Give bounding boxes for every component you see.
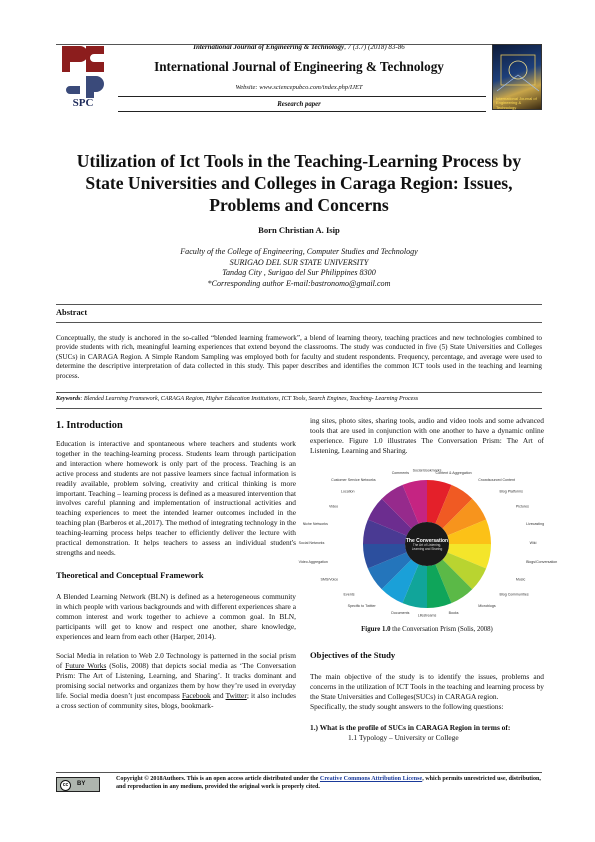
prism-category-label: Documents [391,611,410,615]
affiliation-line-2: SURIGAO DEL SUR STATE UNIVERSITY [229,257,369,267]
prism-category-label: Crowdsourced Content [478,478,516,483]
prism-category-label: Wiki [529,541,537,545]
framework-heading: Theoretical and Conceptual Framework [56,569,204,580]
objectives-heading: Objectives of the Study [310,650,396,660]
future-works-link[interactable]: Future Works [65,661,107,671]
affiliation-line-3: Tandag City , Surigao del Sur Philippines 8300 [222,268,376,278]
prism-category-label: Location [340,489,355,494]
prism-category-label: Video Aggregation [298,559,328,564]
abstract-rule-bottom [56,392,542,393]
spc-logo-icon [56,42,110,108]
author-name: Born Christian A. Isip [258,225,340,235]
header-divider-bottom [118,111,486,112]
citation-line: International Journal of Engineering & Technology, 7 (3.7) (2018) 83-86 [193,43,405,51]
prism-category-label: Music [515,577,526,582]
affiliation-line-1: Faculty of the College of Engineering, Computer Studies and Technology [180,247,418,256]
intro-paragraph-3: Social Media in relation to Web 2.0 Technology is patterned in the social prism of Future Works (Solis, 2008) that depicts social media as ‘The Conversation Prism: The Art of Listening, Learning, and Sharing’. It tracks dominant and promising social networks and organizes them by how they’re used in everyday life. Social media doesn’t just encompass Facebook and Twitter; it also includes a cross section of community sites, blogs, bookmark- [56,651,297,710]
journal-header [56,40,542,116]
conversation-prism-image [298,462,558,620]
prism-category-label: Events [343,592,355,597]
prism-category-label: Blog Communities [499,592,529,597]
introduction-heading: 1. Introduction [56,420,123,431]
affiliation-block [56,247,542,289]
objectives-paragraph: The main objective of the study is to identify the issues, problems and concerns in the utilization of ICT Tools in the teaching and learning process by the State Universities and Colleges(SUCs) in CARAGA region. [310,672,544,701]
footer-rule [56,772,542,773]
journal-website[interactable]: Website: www.sciencepubco.com/index.php/IJET [235,84,363,91]
question-1: 1.) What is the profile of SUCs in CARAGA Region in terms of: [310,722,511,732]
prism-category-label: Blog Platforms [499,489,523,494]
paper-title: Utilization of Ict Tools in the Teaching-Learning Process by State Universities and Colleges in Caraga Region: Issues, Problems and Concerns [76,151,522,215]
abstract-text: Conceptually, the study is anchored in the so-called “blended learning framework”, a blend of learning theory, teaching practices and new technologies combined to provide students with rich, meaningful learning experiences that extend beyond the classrooms. The study was conducted in five (5) State Universities and Colleges (SUCs) in CARAGA Region. A Simple Random Sampling was employed both for faculty and student respondents. Frequency, percentage, and average were used to determine the descriptive interpretation of data collected in this study. This paper describes and identifies the common ICT tools used in the teaching and learning process. [56,334,542,380]
affiliation-line-4: *Corresponding author E-mail:bastronomo@gmail.com [207,278,391,288]
header-divider [118,96,486,97]
right-paragraph-1: ing sites, photo sites, sharing tools, audio and video tools and some advanced tools that are used in conjunction with one another to have a dynamic online experience. Figure 1.0 illustrates The Conversation Prism: The Art of Listening, Learning and Sharing. [310,416,544,455]
cc-icon: cc [60,780,71,791]
prism-category-label: Microblogs [478,603,496,608]
header-rule [56,44,542,45]
prism-category-label: Books [448,611,459,615]
prism-category-label: Pictures [515,504,529,509]
keywords-line: Keywords: Blended Learning Framework, CARAGA Region, Higher Education Institutions, ICT Tools, Search Engines, Teaching- Learning Process [56,396,419,402]
twitter-link[interactable]: Twitter [225,691,247,701]
abstract-rule-mid [56,322,542,323]
paper-type-label: Research paper [277,101,321,108]
journal-title: International Journal of Engineering & Technology [154,59,444,74]
by-icon: BY [77,781,86,787]
cover-title: International Journal of Engineering & Technology [496,96,537,110]
objectives-section [310,650,544,742]
prism-category-label: Social Bookmarks [412,468,442,473]
prism-center-title: The Conversation [405,538,449,544]
prism-category-label: Blogs/Conversation [526,559,558,564]
prism-category-label: Customer Service Networks [331,478,376,483]
abstract-rule-top [56,304,542,305]
copyright-text: Copyright © 2018Authors. This is an open access article distributed under the Creative Commons Attribution License, which permits unrestricted use, distribution, and reproduction in any medium, provided the original work is properly cited. [116,776,541,790]
prism-category-label: Specific to Twitter [347,603,376,608]
abstract-section [56,304,542,410]
prism-center-subtitle: The Art of Listening, Learning and Sharing [411,543,443,551]
objectives-questions-intro: Specifically, the study sought answers to the following questions: [310,701,504,711]
conversation-prism-figure [298,462,558,620]
intro-paragraph-2: A Blended Learning Network (BLN) is defined as a heterogeneous community in which people with various backgrounds and with different experiences share a common interest and work together to achieve a common goal. In BLN, participants will get to know and respect one another, share knowledge, experiences and learn from each other (Harper, 2014). [56,591,296,641]
right-column [310,416,544,456]
prism-category-label: Comments [391,471,410,475]
spc-logo-text: SPC [72,97,94,109]
prism-category-label: Lifestreams [417,613,437,618]
prism-category-label: Livecasting [526,522,545,527]
copyright-footer [56,772,542,798]
figure-caption: Figure 1.0 the Conversation Prism (Solis, 2008) [361,626,493,633]
prism-category-label: Social Networks [298,541,325,545]
abstract-heading: Abstract [56,308,88,317]
cc-by-badge-icon[interactable] [56,777,100,792]
prism-category-label: Niche Networks [302,522,328,527]
facebook-link[interactable]: Facebook [181,691,211,701]
license-link[interactable]: Creative Commons Attribution License [319,776,423,782]
left-column [56,420,296,711]
prism-category-label: Content & Aggregation [435,471,472,475]
question-1-1: 1.1 Typology – University or College [348,732,459,742]
keywords-rule [56,408,542,409]
intro-paragraph-1: Education is interactive and spontaneous where teachers and students work together in the teaching-learning process. Students learn through participation and interaction where homework is only part of the process. Teaching is an active process and students are not passive learners since factual information is readily available, problem solving, creativity and critical thinking is more important. Teaching – learning process is defined as a measured intervention that involves careful planning and implementation of instructional activities and teaching experiences to meet the intended learner outcomes included in the teaching plan (Barberos et al.,2017). The method of integrating technology in the teaching-learning process helps teacher to efficiently deliver the lecture with practical demonstration. It helps teachers to assess an individual student's strengths and needs. [56,439,296,557]
journal-cover-image [492,44,542,110]
prism-category-label: Video [328,504,339,509]
prism-category-label: SMS/Voice [320,577,339,582]
